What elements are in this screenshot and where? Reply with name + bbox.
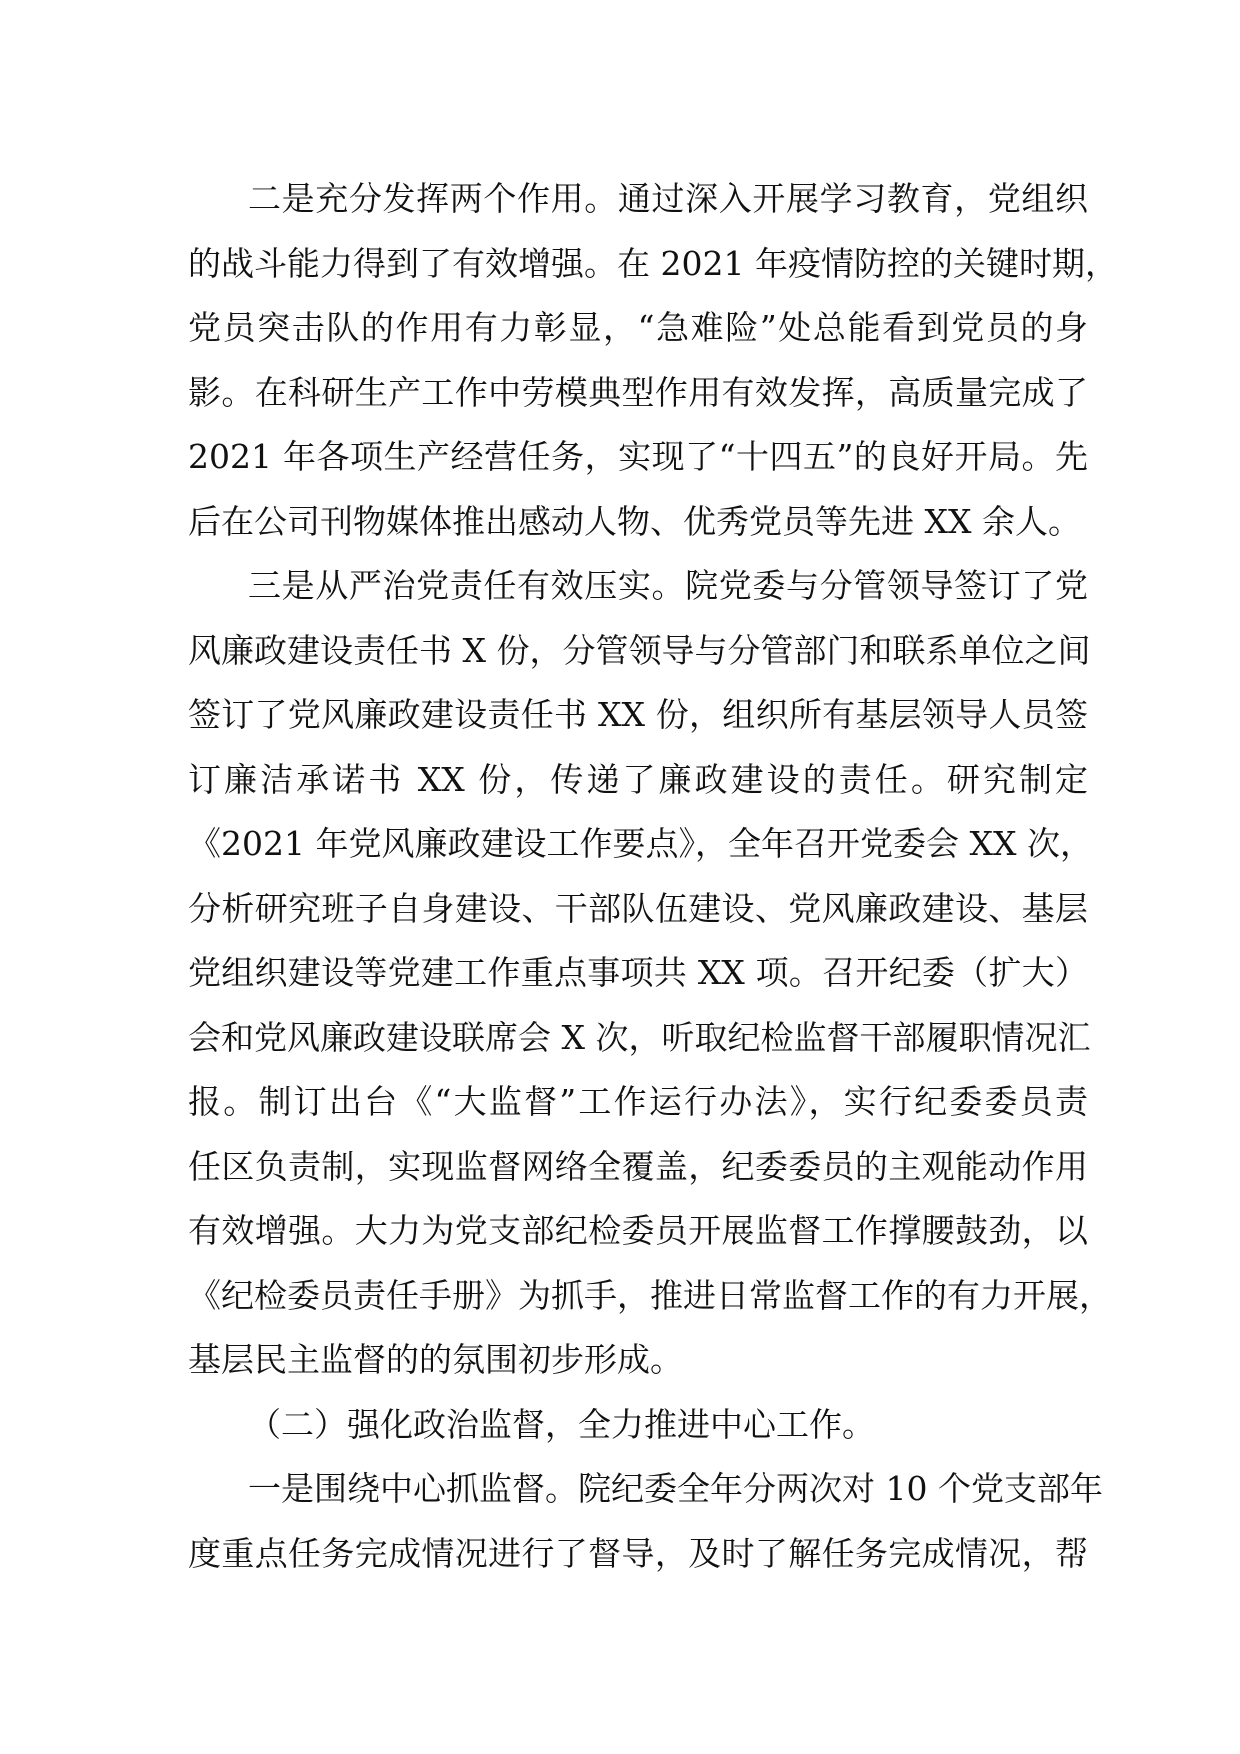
paragraph-party-responsibility-line-12: 《纪检委员责任手册》为抓手，推进日常监督工作的有力开展， bbox=[188, 1275, 1112, 1315]
paragraph-party-responsibility-line-4: 订廉洁承诺书 XX 份，传递了廉政建设的责任。研究制定 bbox=[188, 759, 1088, 799]
section-heading-political-supervision: （二）强化政治监督，全力推进中心工作。 bbox=[248, 1404, 875, 1444]
paragraph-party-responsibility-line-5: 《2021 年党风廉政建设工作要点》，全年召开党委会 XX 次， bbox=[188, 824, 1093, 863]
paragraph-party-responsibility-line-2: 风廉政建设责任书 X 份，分管领导与分管部门和联系单位之间 bbox=[188, 630, 1091, 670]
paragraph-two-functions-line-1: 二是充分发挥两个作用。通过深入开展学习教育，党组织 bbox=[248, 179, 1088, 218]
body-text bbox=[188, 167, 1118, 1586]
paragraph-party-responsibility-line-7: 党组织建设等党建工作重点事项共 XX 项。召开纪委（扩大） bbox=[188, 953, 1088, 992]
paragraph-center-supervision-line-1: 一是围绕中心抓监督。院纪委全年分两次对 10 个党支部年 bbox=[248, 1469, 1103, 1508]
paragraph-party-responsibility-line-6: 分析研究班子自身建设、干部队伍建设、党风廉政建设、基层 bbox=[188, 888, 1088, 928]
paragraph-two-functions-line-6: 后在公司刊物媒体推出感动人物、优秀党员等先进 XX 余人。 bbox=[188, 501, 1081, 541]
paragraph-two-functions-line-4: 影。在科研生产工作中劳模典型作用有效发挥，高质量完成了 bbox=[188, 372, 1088, 412]
paragraph-party-responsibility-line-11: 有效增强。大力为党支部纪检委员开展监督工作撑腰鼓劲，以 bbox=[188, 1211, 1088, 1250]
paragraph-center-supervision-line-2: 度重点任务完成情况进行了督导，及时了解任务完成情况，帮 bbox=[188, 1533, 1088, 1573]
paragraph-two-functions-line-5: 2021 年各项生产经营任务，实现了“十四五”的良好开局。先 bbox=[188, 437, 1088, 476]
paragraph-party-responsibility-line-10: 任区负责制，实现监督网络全覆盖，纪委委员的主观能动作用 bbox=[188, 1146, 1088, 1186]
paragraph-party-responsibility-line-3: 签订了党风廉政建设责任书 XX 份，组织所有基层领导人员签 bbox=[188, 695, 1088, 734]
paragraph-party-responsibility-line-8: 会和党风廉政建设联席会 X 次，听取纪检监督干部履职情况汇 bbox=[188, 1017, 1091, 1057]
paragraph-two-functions-line-2: 的战斗能力得到了有效增强。在 2021 年疫情防控的关键时期， bbox=[188, 243, 1118, 283]
paragraph-party-responsibility-line-1: 三是从严治党责任有效压实。院党委与分管领导签订了党 bbox=[248, 566, 1088, 605]
paragraph-party-responsibility-line-13: 基层民主监督的的氛围初步形成。 bbox=[188, 1340, 683, 1379]
paragraph-two-functions-line-3: 党员突击队的作用有力彰显，“急难险”处总能看到党员的身 bbox=[188, 308, 1088, 347]
paragraph-party-responsibility-line-9: 报。制订出台《“大监督”工作运行办法》，实行纪委委员责 bbox=[188, 1082, 1088, 1121]
